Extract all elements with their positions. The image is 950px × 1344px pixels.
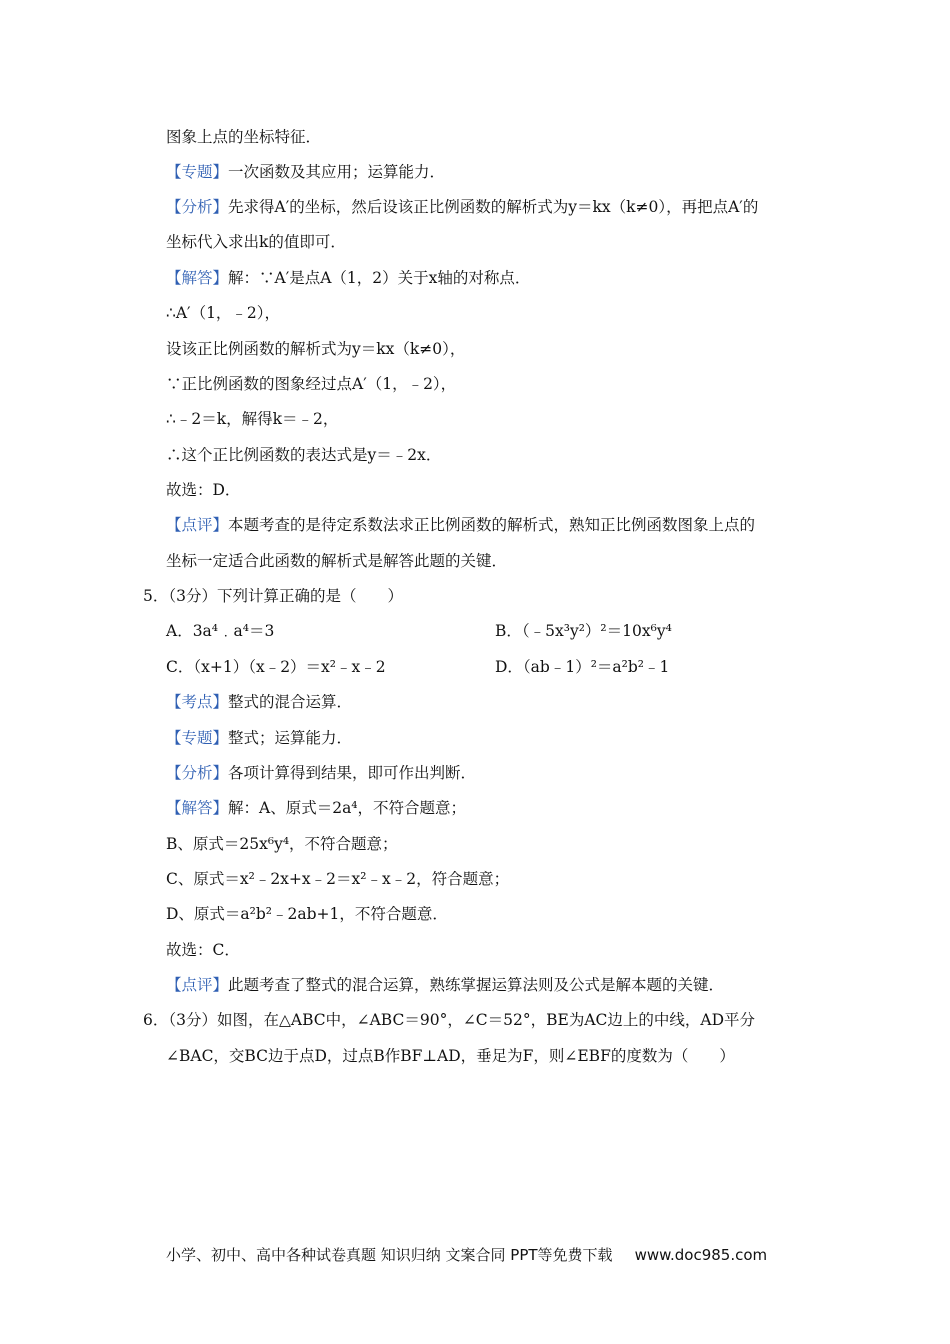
- q4-analysis-line: [166, 196, 758, 218]
- q4-comment-line: [166, 514, 755, 536]
- q5-comment-text: 此题考查了整式的混合运算，熟练掌握运算法则及公式是解本题的关键．: [228, 976, 725, 994]
- q6-stem-2: ∠BAC，交BC边于点D，过点B作BF⊥AD，垂足为F，则∠EBF的度数为（ ）: [166, 1047, 735, 1065]
- q5-answer-text-1: 解：A、原式＝2a⁴，不符合题意；: [228, 799, 467, 817]
- q4-topic-text: 一次函数及其应用；运算能力．: [228, 163, 446, 181]
- q5-answer-text-4: D、原式＝a²b²﹣2ab+1，不符合题意．: [166, 905, 448, 923]
- q5-choice: 故选：C．: [166, 941, 240, 959]
- q4-continuation: 图象上点的坐标特征．: [166, 128, 322, 146]
- q4-answer-text-4: ∵正比例函数的图象经过点A′（1，﹣2），: [166, 375, 457, 393]
- q4-answer-text-3: 设该正比例函数的解析式为y＝kx（k≠0），: [166, 340, 466, 358]
- analysis-tag: 【分析】: [166, 198, 229, 216]
- q5-option-d: D．（ab﹣1）²＝a²b²﹣1: [495, 658, 670, 676]
- topic-tag: 【专题】: [166, 729, 229, 747]
- page-footer: [166, 1244, 767, 1265]
- q5-comment-line: [166, 974, 724, 996]
- q4-answer-text-2: ∴A′（1，﹣2），: [166, 304, 281, 322]
- q4-answer-text-1: 解：∵A′是点A（1，2）关于x轴的对称点．: [228, 269, 531, 287]
- q4-choice: 故选：D．: [166, 481, 241, 499]
- answer-tag: 【解答】: [166, 799, 229, 817]
- q5-answer-text-2: B、原式＝25x⁶y⁴，不符合题意；: [166, 835, 398, 853]
- q5-answer-text-3: C、原式＝x²﹣2x+x﹣2＝x²﹣x﹣2，符合题意；: [166, 870, 510, 888]
- q4-answer-line: [166, 267, 530, 289]
- q4-analysis-text-1: 先求得A′的坐标，然后设该正比例函数的解析式为y＝kx（k≠0），再把点A′的: [228, 198, 759, 216]
- q6-stem-1: 6．（3分）如图，在△ABC中，∠ABC＝90°，∠C＝52°，BE为AC边上的中线，AD平分: [143, 1011, 756, 1029]
- q5-analysis-text: 各项计算得到结果，即可作出判断．: [228, 764, 477, 782]
- q5-option-a: A．3a⁴﹒a⁴＝3: [166, 622, 275, 640]
- q5-stem: 5．（3分）下列计算正确的是（ ）: [143, 587, 403, 605]
- q5-analysis-line: [166, 762, 476, 784]
- q4-answer-text-5: ∴﹣2＝k，解得k＝﹣2，: [166, 410, 339, 428]
- q5-point-text: 整式的混合运算．: [228, 693, 353, 711]
- q4-comment-text-1: 本题考查的是待定系数法求正比例函数的解析式，熟知正比例函数图象上点的: [228, 516, 756, 534]
- q4-analysis-text-2: 坐标代入求出k的值即可．: [166, 233, 346, 251]
- q5-answer-line: [166, 797, 466, 819]
- q4-topic-line: [166, 161, 445, 183]
- comment-tag: 【点评】: [166, 516, 229, 534]
- topic-tag: 【专题】: [166, 163, 229, 181]
- q5-topic-line: [166, 727, 352, 749]
- footer-url-link[interactable]: www.doc985.com: [634, 1246, 768, 1264]
- footer-text: 小学、初中、高中各种试卷真题 知识归纳 文案合同 PPT等免费下载: [166, 1246, 613, 1264]
- q5-topic-text: 整式；运算能力．: [228, 729, 353, 747]
- analysis-tag: 【分析】: [166, 764, 229, 782]
- answer-tag: 【解答】: [166, 269, 229, 287]
- q4-comment-text-2: 坐标一定适合此函数的解析式是解答此题的关键．: [166, 552, 508, 570]
- q5-option-c: C．（x+1）（x﹣2）＝x²﹣x﹣2: [166, 658, 386, 676]
- q5-point-line: [166, 691, 352, 713]
- point-tag: 【考点】: [166, 693, 229, 711]
- q5-option-b: B．（﹣5x³y²）²＝10x⁶y⁴: [495, 622, 672, 640]
- q4-answer-text-6: ∴这个正比例函数的表达式是y＝﹣2x．: [166, 446, 442, 464]
- comment-tag: 【点评】: [166, 976, 229, 994]
